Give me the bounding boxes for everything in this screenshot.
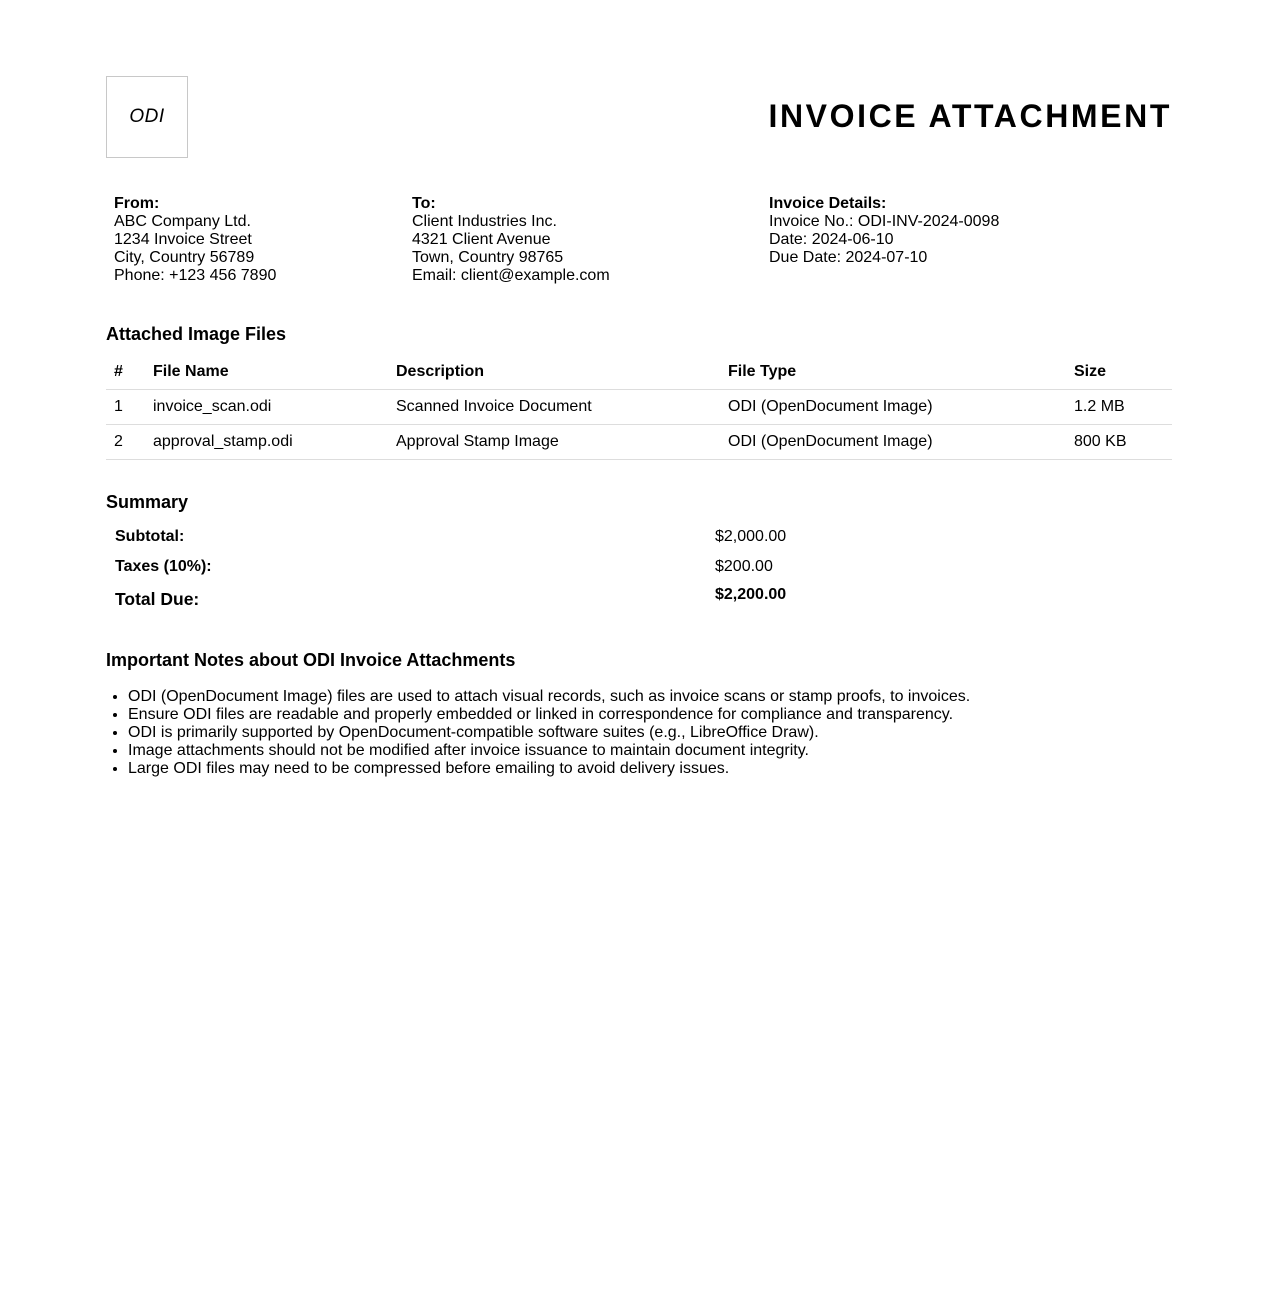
taxes-value: $200.00 xyxy=(715,558,773,575)
from-line: Phone: +123 456 7890 xyxy=(114,267,277,284)
to-label: To: xyxy=(412,195,436,212)
list-item: • Ensure ODI files are readable and properly embedded or linked in correspondence for compliance and transparency. xyxy=(128,706,970,724)
invoice-details-label: Invoice Details: xyxy=(769,195,887,212)
summary-table xyxy=(106,522,1172,616)
cell-description: Approval Stamp Image xyxy=(388,425,720,460)
from-block xyxy=(114,195,276,285)
cell-size: 800 KB xyxy=(1066,425,1172,460)
column-header-number: # xyxy=(106,355,145,390)
column-header-description: Description xyxy=(388,355,720,390)
company-logo xyxy=(106,76,188,158)
column-header-file-name: File Name xyxy=(145,355,388,390)
taxes-label: Taxes (10%): xyxy=(115,558,212,575)
notes-heading: Important Notes about ODI Invoice Attachments xyxy=(106,650,516,670)
cell-number: 2 xyxy=(106,425,145,460)
cell-file-name: approval_stamp.odi xyxy=(145,425,388,460)
to-line: Client Industries Inc. xyxy=(412,213,557,230)
table-row xyxy=(106,425,1172,460)
subtotal-label: Subtotal: xyxy=(115,528,185,545)
logo-text: ODI xyxy=(129,106,165,127)
list-item: • Image attachments should not be modified after invoice issuance to maintain document integrity. xyxy=(128,742,970,760)
summary-heading: Summary xyxy=(106,492,189,512)
cell-file-type: ODI (OpenDocument Image) xyxy=(720,390,1066,425)
invoice-details-line: Invoice No.: ODI-INV-2024-0098 xyxy=(769,213,1000,230)
list-item: • Large ODI files may need to be compressed before emailing to avoid delivery issues. xyxy=(128,760,970,778)
subtotal-value: $2,000.00 xyxy=(715,528,787,545)
to-block xyxy=(412,195,610,285)
invoice-details-block xyxy=(769,195,999,267)
from-line: 1234 Invoice Street xyxy=(114,231,252,248)
page-title: INVOICE ATTACHMENT xyxy=(768,98,1172,134)
cell-size: 1.2 MB xyxy=(1066,390,1172,425)
to-line: Town, Country 98765 xyxy=(412,249,564,266)
cell-number: 1 xyxy=(106,390,145,425)
to-line: Email: client@example.com xyxy=(412,267,610,284)
column-header-size: Size xyxy=(1066,355,1172,390)
table-header-row xyxy=(106,355,1172,390)
total-due-label: Total Due: xyxy=(115,588,200,609)
summary-row-taxes xyxy=(106,552,1172,582)
attached-files-table xyxy=(106,355,1172,460)
column-header-file-type: File Type xyxy=(720,355,1066,390)
summary-row-total xyxy=(106,582,1172,616)
invoice-details-line: Due Date: 2024-07-10 xyxy=(769,249,928,266)
total-due-value: $2,200.00 xyxy=(715,586,787,603)
table-row xyxy=(106,390,1172,425)
invoice-header xyxy=(106,76,1172,158)
cell-description: Scanned Invoice Document xyxy=(388,390,720,425)
list-item: • ODI (OpenDocument Image) files are used to attach visual records, such as invoice scans or stamp proofs, to invoices. xyxy=(128,688,970,706)
cell-file-type: ODI (OpenDocument Image) xyxy=(720,425,1066,460)
cell-file-name: invoice_scan.odi xyxy=(145,390,388,425)
notes-list xyxy=(106,688,970,778)
invoice-details-line: Date: 2024-06-10 xyxy=(769,231,894,248)
list-item: • ODI is primarily supported by OpenDocument-compatible software suites (e.g., LibreOffice Draw). xyxy=(128,724,970,742)
from-line: ABC Company Ltd. xyxy=(114,213,251,230)
to-line: 4321 Client Avenue xyxy=(412,231,551,248)
summary-row-subtotal xyxy=(106,522,1172,552)
attached-files-heading: Attached Image Files xyxy=(106,324,287,344)
from-line: City, Country 56789 xyxy=(114,249,255,266)
from-label: From: xyxy=(114,195,160,212)
